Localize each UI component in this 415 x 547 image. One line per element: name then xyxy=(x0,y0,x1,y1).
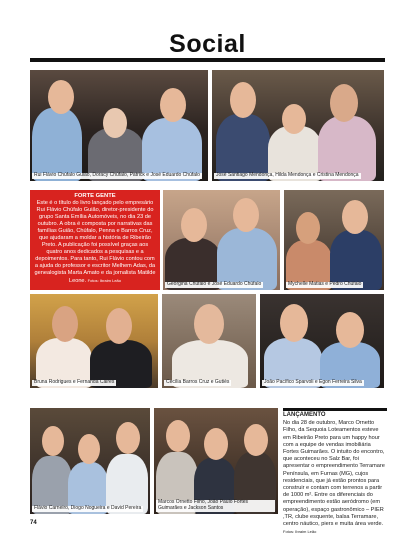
photo-caption: Marcos Ornetto Filho, João Paulo Fortes Guimarães e Jackson Santos xyxy=(156,500,275,512)
photo-marcos-joao-jackson xyxy=(154,408,278,514)
photo-credit: Fotos: Ibraim Leão xyxy=(87,278,122,283)
photo-georgina-jose xyxy=(163,190,280,290)
photo-caption: Cecília Barros Cruz e Gutiès xyxy=(166,379,230,386)
photo-bruna-fernanda xyxy=(30,294,158,388)
photo-caption: João Pacífico Sparvoli e Egon Ferreira Silva xyxy=(264,379,362,386)
photo-mychelle-pedro xyxy=(284,190,384,290)
photo-cecilia-gutie xyxy=(162,294,256,388)
photo-joao-egon xyxy=(260,294,384,388)
photo-caption: Flávio Carneiro, Diogo Nogueira e David Pereira xyxy=(34,505,142,512)
article-heading: LANÇAMENTO xyxy=(283,408,387,419)
article-body: Este é o título do livro lançado pelo empresário Rui Flávio Chúfalo Guião, diretor-presidente do grupo Santa Emília Automóveis, no dia 23 de outubro. A obra é composta por narrativas das famílias Guião, Chúfalo, Penna e Barros Cruz, que ajudaram a moldar a história de Ribeirão Preto. A publicação foi possível graças aos quatro anos dedicados a pesquisas e a depoimentos. Para tanto, Rui Flávio contou com a ajuda do professor e escritor Melhem Adas, da genealogista Marta Amato e da jornalista Matilde Leone. Fotos: Ibraim Leão xyxy=(34,200,156,284)
photo-credit: Fotos: Ibraim Leão xyxy=(283,529,317,535)
photo-caption: Bruna Rodrigues e Fernanda Caires xyxy=(34,379,115,386)
photo-mendonca-family xyxy=(212,70,384,181)
article-body: No dia 28 de outubro, Marco Ornetto Filho, da Sequoia Loteamentos esteve em Ribeirão Preto para um happy hour com a equipe de vendas imobiliária Fortes Guimarães. O intuito do encontro, que aconteceu no Salz Bar, foi apresentar o empreendimento Terramare Península, em Furnas (MG), cujos residenciais, que já estão prontos para construir e contam com terrenos a partir de 1000 m². Entre os diferenciais do empreendimento estão aeródromo (em operação), espaço gastronômico – PIER ,TR, clube esquente, balsa Terramare, centro náutico, piers e muita área verde. Fotos: Ibraim Leão xyxy=(283,420,385,535)
article-heading: FORTE GENTE xyxy=(74,193,116,199)
photo-flavio-diogo-david xyxy=(30,408,150,514)
photo-caption: Mychelle Matias e Pedro Chúfalo xyxy=(288,281,362,288)
photo-caption: Rui Flávio Chúfalo Guião, Doracy Chúfalo, Patrick e José Eduardo Chúfalo xyxy=(34,172,200,179)
page-title: Social xyxy=(169,30,246,58)
lancamento-article xyxy=(283,408,387,536)
forte-gente-article xyxy=(30,190,160,290)
page-number: 74 xyxy=(30,520,37,526)
photo-caption: Georgina Chúfalo e José Eduardo Chúfalo xyxy=(167,281,262,288)
title-rule xyxy=(30,58,385,62)
photo-caption: José Santiago Mendonça, Hilda Mendonça e Cristina Mendonça xyxy=(216,172,359,179)
photo-chufalo-family xyxy=(30,70,208,181)
